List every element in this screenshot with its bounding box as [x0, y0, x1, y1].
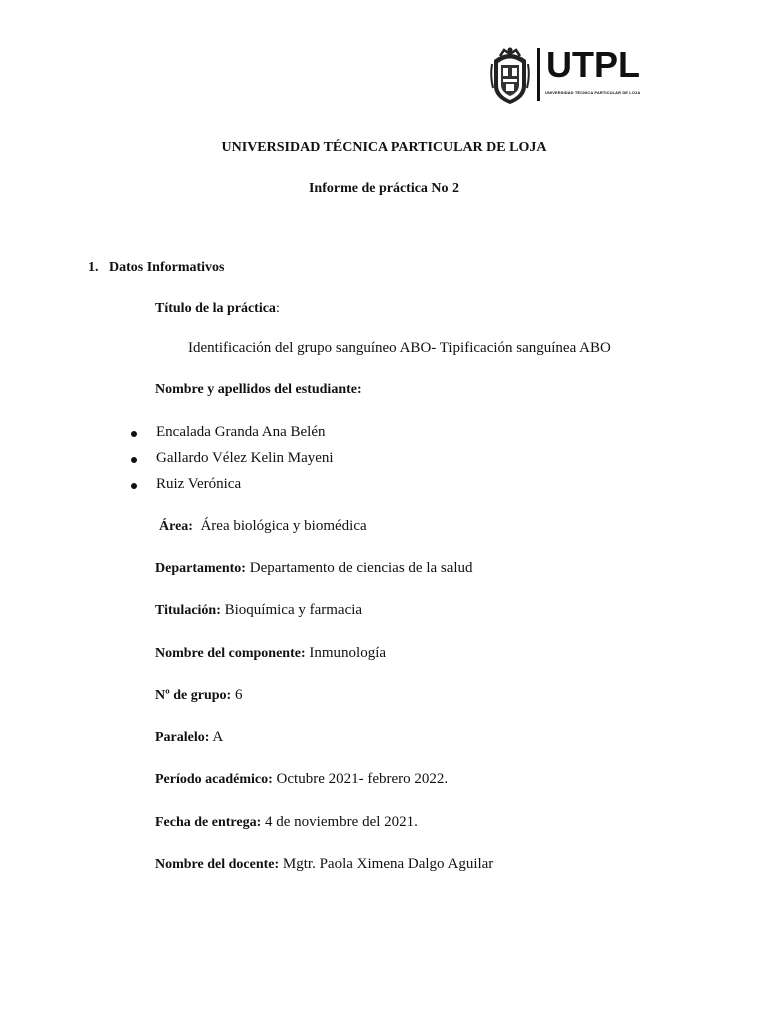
degree-field: Titulación: Bioquímica y farmacia [155, 602, 363, 618]
practice-title-label: Título de la práctica: [155, 301, 280, 316]
logo-divider [537, 48, 540, 101]
report-title: Informe de práctica No 2 [308, 181, 460, 196]
university-title: UNIVERSIDAD TÉCNICA PARTICULAR DE LOJA [221, 140, 547, 155]
university-crest-icon [488, 46, 532, 106]
group-field: Nº de grupo: 6 [155, 687, 243, 703]
students-label: Nombre y apellidos del estudiante: [155, 382, 362, 397]
delivery-date-field: Fecha de entrega: 4 de noviembre del 2021. [155, 814, 418, 830]
logo-subtitle: UNIVERSIDAD TÉCNICA PARTICULAR DE LOJA [545, 90, 641, 95]
period-field: Período académico: Octubre 2021- febrero 2022. [155, 771, 449, 787]
student-name: Gallardo Vélez Kelin Mayeni [156, 450, 334, 466]
department-field: Departamento: Departamento de ciencias de la salud [155, 560, 473, 576]
logo-wordmark: UTPL [546, 44, 640, 85]
component-field: Nombre del componente: Inmunología [155, 645, 387, 661]
teacher-field: Nombre del docente: Mgtr. Paola Ximena Dalgo Aguilar [155, 856, 494, 872]
section-number: 1. [88, 260, 99, 275]
practice-title-value: Identificación del grupo sanguíneo ABO- Tipificación sanguínea ABO [188, 340, 611, 356]
area-field: Área: Área biológica y biomédica [159, 518, 367, 534]
bullet-icon [131, 457, 137, 463]
student-name: Encalada Granda Ana Belén [156, 424, 326, 440]
bullet-icon [131, 483, 137, 489]
section-title: Datos Informativos [109, 260, 225, 275]
student-name: Ruiz Verónica [156, 476, 242, 492]
utpl-logo [488, 46, 648, 106]
section-heading [88, 260, 225, 276]
bullet-icon [131, 431, 137, 437]
parallel-field: Paralelo: A [155, 729, 224, 745]
